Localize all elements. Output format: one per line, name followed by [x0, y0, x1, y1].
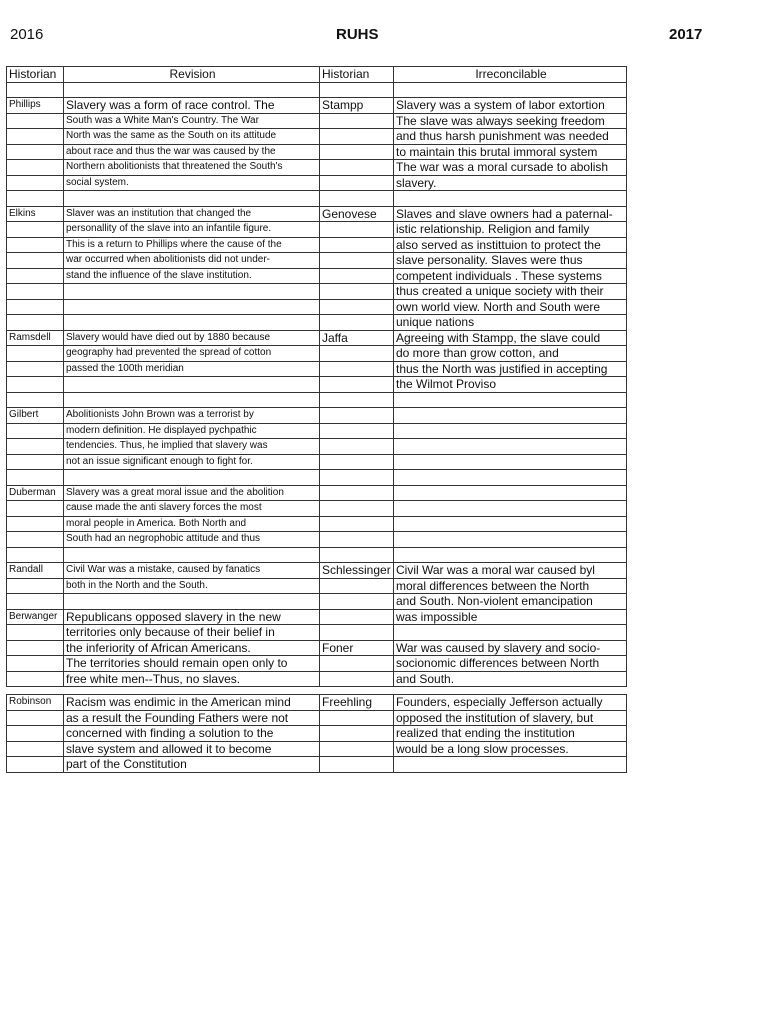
- historian-cell: [7, 268, 64, 284]
- historian-cell: [7, 392, 64, 408]
- table-row: [7, 98, 627, 114]
- table-row: [7, 547, 627, 563]
- irreconcilable-cell: slavery.: [394, 175, 627, 191]
- table-row: [7, 578, 627, 594]
- revision-cell: slave system and allowed it to become: [64, 741, 320, 757]
- table-row: [7, 237, 627, 253]
- irreconcilable-cell: [394, 439, 627, 455]
- historian-cell: [7, 299, 64, 315]
- historian-cell-2: [320, 726, 394, 742]
- revision-cell: Civil War was a mistake, caused by fanatics: [64, 563, 320, 579]
- irreconcilable-cell: competent individuals . These systems: [394, 268, 627, 284]
- table-row: [7, 191, 627, 207]
- revision-cell: personallity of the slave into an infantile figure.: [64, 222, 320, 238]
- historian-cell: Elkins: [7, 206, 64, 222]
- historian-cell: Randall: [7, 563, 64, 579]
- revision-cell: North was the same as the South on its attitude: [64, 129, 320, 145]
- revision-cell: Slavery was a form of race control. The: [64, 98, 320, 114]
- revision-cell: Racism was endimic in the American mind: [64, 695, 320, 711]
- revision-cell: [64, 547, 320, 563]
- table-row: [7, 470, 627, 486]
- header-year-left: 2016: [10, 26, 44, 43]
- table-row: [7, 695, 627, 711]
- historian-cell-2: [320, 578, 394, 594]
- table-row: [7, 485, 627, 501]
- irreconcilable-cell: thus created a unique society with their: [394, 284, 627, 300]
- table-row: [7, 408, 627, 424]
- historian-cell-2: [320, 191, 394, 207]
- historian-cell-2: [320, 741, 394, 757]
- revision-cell: passed the 100th meridian: [64, 361, 320, 377]
- table-row: [7, 206, 627, 222]
- historian-cell: [7, 439, 64, 455]
- historian-cell: Duberman: [7, 485, 64, 501]
- revision-cell: [64, 594, 320, 610]
- table-row: [7, 346, 627, 362]
- historian-cell: [7, 346, 64, 362]
- historian-cell-2: [320, 392, 394, 408]
- revision-cell: Abolitionists John Brown was a terrorist by: [64, 408, 320, 424]
- historian-cell: [7, 671, 64, 687]
- historian-cell-2: [320, 516, 394, 532]
- irreconcilable-cell: and South. Non-violent emancipation: [394, 594, 627, 610]
- table-row: [7, 625, 627, 641]
- revision-cell: South was a White Man's Country. The War: [64, 113, 320, 129]
- revision-cell: cause made the anti slavery forces the most: [64, 501, 320, 517]
- irreconcilable-cell: [394, 392, 627, 408]
- historian-cell-2: [320, 656, 394, 672]
- historian-cell-2: [320, 439, 394, 455]
- historian-cell-2: [320, 315, 394, 331]
- historian-cell-2: [320, 501, 394, 517]
- revision-cell: geography had prevented the spread of cotton: [64, 346, 320, 362]
- historian-cell-2: Jaffa: [320, 330, 394, 346]
- historian-cell-2: [320, 175, 394, 191]
- table-row: [7, 516, 627, 532]
- historian-cell-2: [320, 82, 394, 98]
- historian-cell: [7, 594, 64, 610]
- historian-cell: Berwanger: [7, 609, 64, 625]
- table-row: [7, 113, 627, 129]
- historian-cell-2: [320, 423, 394, 439]
- historian-cell: [7, 113, 64, 129]
- table-row: [7, 501, 627, 517]
- irreconcilable-cell: do more than grow cotton, and: [394, 346, 627, 362]
- historian-cell-2: Schlessinger: [320, 563, 394, 579]
- historian-cell: Phillips: [7, 98, 64, 114]
- table-row: [7, 563, 627, 579]
- historian-cell: [7, 454, 64, 470]
- table-row: [7, 726, 627, 742]
- irreconcilable-cell: The slave was always seeking freedom: [394, 113, 627, 129]
- table-header-row: [7, 67, 627, 83]
- table-row: [7, 175, 627, 191]
- table-row: [7, 82, 627, 98]
- historian-cell: [7, 656, 64, 672]
- historian-table-body: [7, 67, 627, 773]
- historian-cell: [7, 710, 64, 726]
- historian-cell: [7, 516, 64, 532]
- column-header-historian-2: Historian: [320, 67, 394, 83]
- irreconcilable-cell: unique nations: [394, 315, 627, 331]
- revision-cell: The territories should remain open only to: [64, 656, 320, 672]
- revision-cell: Slavery would have died out by 1880 because: [64, 330, 320, 346]
- table-row: [7, 594, 627, 610]
- revision-cell: [64, 315, 320, 331]
- revision-cell: moral people in America. Both North and: [64, 516, 320, 532]
- irreconcilable-cell: slave personality. Slaves were thus: [394, 253, 627, 269]
- irreconcilable-cell: Agreeing with Stampp, the slave could: [394, 330, 627, 346]
- table-row: [7, 299, 627, 315]
- table-row: [7, 268, 627, 284]
- historian-cell-2: [320, 113, 394, 129]
- historian-cell: [7, 377, 64, 393]
- table-row: [7, 253, 627, 269]
- table-row: [7, 454, 627, 470]
- historian-cell: Ramsdell: [7, 330, 64, 346]
- irreconcilable-cell: to maintain this brutal immoral system: [394, 144, 627, 160]
- historian-cell: [7, 361, 64, 377]
- revision-cell: social system.: [64, 175, 320, 191]
- irreconcilable-cell: and thus harsh punishment was needed: [394, 129, 627, 145]
- historian-cell-2: [320, 299, 394, 315]
- table-row: [7, 330, 627, 346]
- historian-cell-2: [320, 710, 394, 726]
- historian-cell-2: [320, 377, 394, 393]
- historian-cell: [7, 625, 64, 641]
- historian-cell-2: [320, 129, 394, 145]
- historian-cell-2: [320, 268, 394, 284]
- historian-cell: [7, 253, 64, 269]
- table-row: [7, 423, 627, 439]
- historian-cell: [7, 191, 64, 207]
- irreconcilable-cell: would be a long slow processes.: [394, 741, 627, 757]
- historian-cell: [7, 129, 64, 145]
- irreconcilable-cell: Slaves and slave owners had a paternal-: [394, 206, 627, 222]
- irreconcilable-cell: [394, 547, 627, 563]
- irreconcilable-cell: socionomic differences between North: [394, 656, 627, 672]
- table-row: [7, 129, 627, 145]
- historian-cell-2: [320, 237, 394, 253]
- historian-cell: [7, 315, 64, 331]
- column-header-historian: Historian: [7, 67, 64, 83]
- historian-cell: Gilbert: [7, 408, 64, 424]
- irreconcilable-cell: [394, 82, 627, 98]
- spacer-row: [7, 687, 627, 695]
- header-title: RUHS: [336, 26, 379, 43]
- revision-cell: concerned with finding a solution to the: [64, 726, 320, 742]
- irreconcilable-cell: [394, 454, 627, 470]
- historian-cell-2: [320, 625, 394, 641]
- table-row: [7, 392, 627, 408]
- revision-cell: the inferiority of African Americans.: [64, 640, 320, 656]
- table-row: [7, 377, 627, 393]
- irreconcilable-cell: War was caused by slavery and socio-: [394, 640, 627, 656]
- revision-cell: not an issue significant enough to fight for.: [64, 454, 320, 470]
- historian-cell: [7, 547, 64, 563]
- table-row: [7, 741, 627, 757]
- historian-cell: [7, 726, 64, 742]
- column-header-irreconcilable: Irreconcilable: [394, 67, 627, 83]
- historian-cell: [7, 640, 64, 656]
- header-year-right: 2017: [669, 26, 703, 43]
- table-row: [7, 284, 627, 300]
- revision-cell: as a result the Founding Fathers were not: [64, 710, 320, 726]
- irreconcilable-cell: [394, 470, 627, 486]
- table-row: [7, 609, 627, 625]
- historian-cell-2: Stampp: [320, 98, 394, 114]
- irreconcilable-cell: Civil War was a moral war caused byl: [394, 563, 627, 579]
- table-row: [7, 144, 627, 160]
- table-row: [7, 671, 627, 687]
- historian-cell-2: [320, 408, 394, 424]
- table-row: [7, 757, 627, 773]
- irreconcilable-cell: [394, 625, 627, 641]
- historian-cell-2: [320, 671, 394, 687]
- irreconcilable-cell: [394, 501, 627, 517]
- irreconcilable-cell: The war was a moral cursade to abolish: [394, 160, 627, 176]
- historian-cell: [7, 82, 64, 98]
- historian-cell: [7, 175, 64, 191]
- irreconcilable-cell: [394, 191, 627, 207]
- irreconcilable-cell: istic relationship. Religion and family: [394, 222, 627, 238]
- historian-cell-2: [320, 594, 394, 610]
- revision-cell: [64, 191, 320, 207]
- historian-cell-2: [320, 454, 394, 470]
- revision-cell: [64, 82, 320, 98]
- table-row: [7, 710, 627, 726]
- revision-cell: [64, 470, 320, 486]
- historian-cell: [7, 470, 64, 486]
- revision-cell: Slaver was an institution that changed the: [64, 206, 320, 222]
- historian-cell: [7, 532, 64, 548]
- revision-cell: [64, 299, 320, 315]
- table-row: [7, 640, 627, 656]
- irreconcilable-cell: opposed the institution of slavery, but: [394, 710, 627, 726]
- historian-cell: [7, 578, 64, 594]
- revision-cell: territories only because of their belief in: [64, 625, 320, 641]
- irreconcilable-cell: realized that ending the institution: [394, 726, 627, 742]
- irreconcilable-cell: [394, 423, 627, 439]
- revision-cell: stand the influence of the slave institution.: [64, 268, 320, 284]
- historian-cell-2: [320, 485, 394, 501]
- historian-cell-2: [320, 222, 394, 238]
- revision-cell: Slavery was a great moral issue and the abolition: [64, 485, 320, 501]
- irreconcilable-cell: [394, 485, 627, 501]
- historian-cell-2: [320, 532, 394, 548]
- spacer-cell: [7, 687, 627, 695]
- historian-cell: Robinson: [7, 695, 64, 711]
- historian-cell: [7, 741, 64, 757]
- revision-cell: tendencies. Thus, he implied that slavery was: [64, 439, 320, 455]
- historian-cell: [7, 160, 64, 176]
- irreconcilable-cell: [394, 757, 627, 773]
- irreconcilable-cell: thus the North was justified in accepting: [394, 361, 627, 377]
- historian-cell-2: [320, 253, 394, 269]
- irreconcilable-cell: was impossible: [394, 609, 627, 625]
- irreconcilable-cell: [394, 516, 627, 532]
- irreconcilable-cell: and South.: [394, 671, 627, 687]
- historian-cell-2: Genovese: [320, 206, 394, 222]
- revision-cell: [64, 284, 320, 300]
- irreconcilable-cell: Slavery was a system of labor extortion: [394, 98, 627, 114]
- revision-cell: free white men--Thus, no slaves.: [64, 671, 320, 687]
- historian-cell-2: [320, 284, 394, 300]
- irreconcilable-cell: moral differences between the North: [394, 578, 627, 594]
- table-row: [7, 361, 627, 377]
- revision-cell: [64, 377, 320, 393]
- revision-cell: war occurred when abolitionists did not under-: [64, 253, 320, 269]
- historian-cell-2: [320, 609, 394, 625]
- historian-cell: [7, 237, 64, 253]
- historian-cell: [7, 757, 64, 773]
- table-row: [7, 532, 627, 548]
- historian-cell: [7, 222, 64, 238]
- revision-cell: Northern abolitionists that threatened the South's: [64, 160, 320, 176]
- revision-cell: Republicans opposed slavery in the new: [64, 609, 320, 625]
- historian-cell-2: Foner: [320, 640, 394, 656]
- irreconcilable-cell: the Wilmot Proviso: [394, 377, 627, 393]
- revision-cell: modern definition. He displayed pychpathic: [64, 423, 320, 439]
- irreconcilable-cell: own world view. North and South were: [394, 299, 627, 315]
- irreconcilable-cell: also served as instittuion to protect the: [394, 237, 627, 253]
- historian-cell: [7, 423, 64, 439]
- table-row: [7, 315, 627, 331]
- irreconcilable-cell: [394, 532, 627, 548]
- irreconcilable-cell: Founders, especially Jefferson actually: [394, 695, 627, 711]
- revision-cell: about race and thus the war was caused by the: [64, 144, 320, 160]
- historian-cell-2: Freehling: [320, 695, 394, 711]
- historian-cell-2: [320, 470, 394, 486]
- historian-cell: [7, 501, 64, 517]
- historian-cell-2: [320, 757, 394, 773]
- historian-cell: [7, 144, 64, 160]
- column-header-revision: Revision: [64, 67, 320, 83]
- revision-cell: South had an negrophobic attitude and thus: [64, 532, 320, 548]
- historian-cell-2: [320, 547, 394, 563]
- revision-cell: part of the Constitution: [64, 757, 320, 773]
- table-row: [7, 222, 627, 238]
- historian-cell-2: [320, 144, 394, 160]
- table-row: [7, 656, 627, 672]
- historian-cell-2: [320, 346, 394, 362]
- irreconcilable-cell: [394, 408, 627, 424]
- historian-cell-2: [320, 160, 394, 176]
- historian-table: [6, 66, 627, 773]
- table-row: [7, 439, 627, 455]
- revision-cell: both in the North and the South.: [64, 578, 320, 594]
- table-row: [7, 160, 627, 176]
- revision-cell: This is a return to Phillips where the cause of the: [64, 237, 320, 253]
- revision-cell: [64, 392, 320, 408]
- historian-cell-2: [320, 361, 394, 377]
- historian-cell: [7, 284, 64, 300]
